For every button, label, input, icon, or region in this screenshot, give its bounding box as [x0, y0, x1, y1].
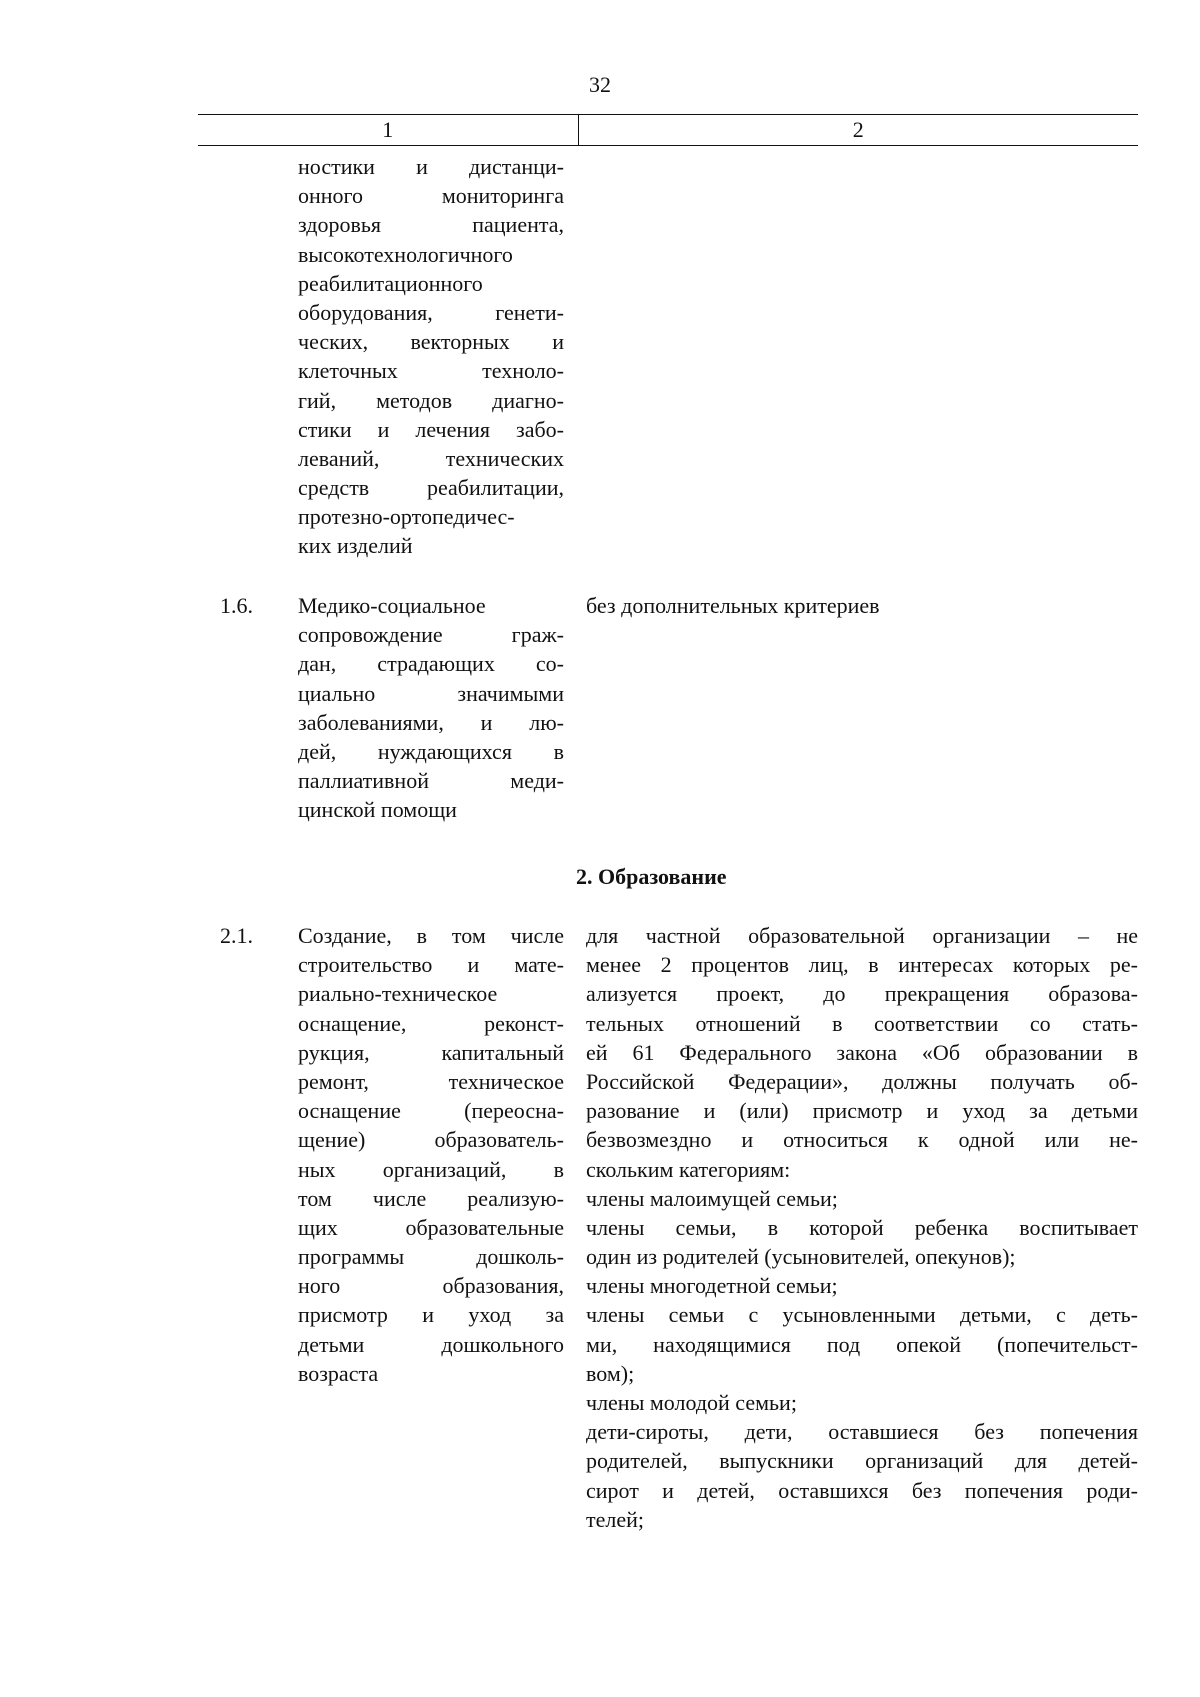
text-line: щение) образователь-	[298, 1127, 564, 1153]
text-line: члены семьи, в которой ребенка воспитывает	[586, 1214, 1138, 1240]
text-line: вом);	[586, 1360, 635, 1386]
text-line: члены малоимущей семьи;	[586, 1185, 838, 1211]
text-line: ремонт, техническое	[298, 1068, 564, 1094]
table-header	[198, 114, 1138, 146]
text-line: телей;	[586, 1506, 645, 1532]
text-line: клеточных техноло-	[298, 358, 564, 384]
text-line: циально значимыми	[298, 680, 564, 706]
text-line: детьми дошкольного	[298, 1331, 564, 1357]
text-line: здоровья пациента,	[298, 212, 564, 238]
text-line: ного образования,	[298, 1273, 564, 1299]
text-line: оснащение (переосна-	[298, 1098, 564, 1124]
text-line: паллиативной меди-	[298, 768, 564, 794]
text-line: члены многодетной семьи;	[586, 1273, 838, 1299]
text-line: ких изделий	[298, 533, 413, 559]
text-line: дети-сироты, дети, оставшиеся без попечения	[586, 1419, 1138, 1445]
text-line: ностики и дистанци-	[298, 154, 564, 179]
row-1-6-number: 1.6.	[220, 593, 253, 618]
row-continuation-name	[298, 152, 564, 561]
section-title: 2. Образование	[576, 864, 727, 889]
text-line: ных организаций, в	[298, 1156, 564, 1182]
text-line: щих образовательные	[298, 1214, 564, 1240]
text-line: программы дошколь-	[298, 1244, 564, 1270]
text-line: Создание, в том числе	[298, 923, 564, 948]
row-2-1-number: 2.1.	[220, 923, 253, 948]
text-line: гий, методов диагно-	[298, 387, 564, 413]
text-line: рукция, капитальный	[298, 1039, 564, 1065]
text-line: безвозмездно и относиться к одной или не-	[586, 1127, 1138, 1153]
text-line: высокотехнологичного	[298, 241, 513, 267]
text-line: ализуется проект, до прекращения образова-	[586, 981, 1138, 1007]
text-line: леваний, технических	[298, 445, 564, 471]
text-line: стики и лечения забо-	[298, 416, 564, 442]
row-1-6-criteria	[586, 591, 1138, 620]
text-line: возраста	[298, 1360, 379, 1386]
text-line: Российской Федерации», должны получать об-	[586, 1068, 1138, 1094]
text-line: тельных отношений в соответствии со стать-	[586, 1010, 1138, 1036]
header-col-2: 2	[578, 115, 1138, 145]
text-line: ческих, векторных и	[298, 329, 564, 355]
text-line: строительство и мате-	[298, 952, 564, 978]
text-line: присмотр и уход за	[298, 1302, 564, 1328]
text-line: риально-техническое	[298, 981, 498, 1007]
text-line: для частной образовательной организации – не	[586, 923, 1138, 948]
text-line: Медико-социальное	[298, 593, 486, 618]
text-line: родителей, выпускники организаций для детей-	[586, 1448, 1138, 1474]
text-line: без дополнительных критериев	[586, 593, 880, 618]
text-line: скольким категориям:	[586, 1156, 791, 1182]
text-line: том числе реализую-	[298, 1185, 564, 1211]
text-line: сирот и детей, оставшихся без попечения роди-	[586, 1477, 1138, 1503]
text-line: оснащение, реконст-	[298, 1010, 564, 1036]
row-2-1-name	[298, 921, 564, 1388]
text-line: цинской помощи	[298, 797, 457, 823]
text-line: заболеваниями, и лю-	[298, 709, 564, 735]
text-line: ми, находящимися под опекой (попечительст-	[586, 1331, 1138, 1357]
text-line: протезно-ортопедичес-	[298, 504, 515, 530]
text-line: ей 61 Федерального закона «Об образовании в	[586, 1039, 1138, 1065]
row-1-6-name	[298, 591, 564, 825]
text-line: средств реабилитации,	[298, 475, 564, 501]
text-line: дан, страдающих со-	[298, 651, 564, 677]
text-line: реабилитационного	[298, 270, 483, 296]
text-line: сопровождение граж-	[298, 622, 564, 648]
text-line: менее 2 процентов лиц, в интересах которых ре-	[586, 952, 1138, 978]
text-line: оборудования, генети-	[298, 299, 564, 325]
row-2-1-criteria	[586, 921, 1138, 1534]
text-line: онного мониторинга	[298, 183, 564, 209]
text-line: дей, нуждающихся в	[298, 738, 564, 764]
text-line: разование и (или) присмотр и уход за детьми	[586, 1098, 1138, 1124]
page-number: 32	[589, 72, 611, 97]
header-col-1: 1	[382, 117, 394, 142]
text-line: члены семьи с усыновленными детьми, с деть-	[586, 1302, 1138, 1328]
text-line: один из родителей (усыновителей, опекунов);	[586, 1244, 1016, 1270]
text-line: члены молодой семьи;	[586, 1390, 797, 1415]
